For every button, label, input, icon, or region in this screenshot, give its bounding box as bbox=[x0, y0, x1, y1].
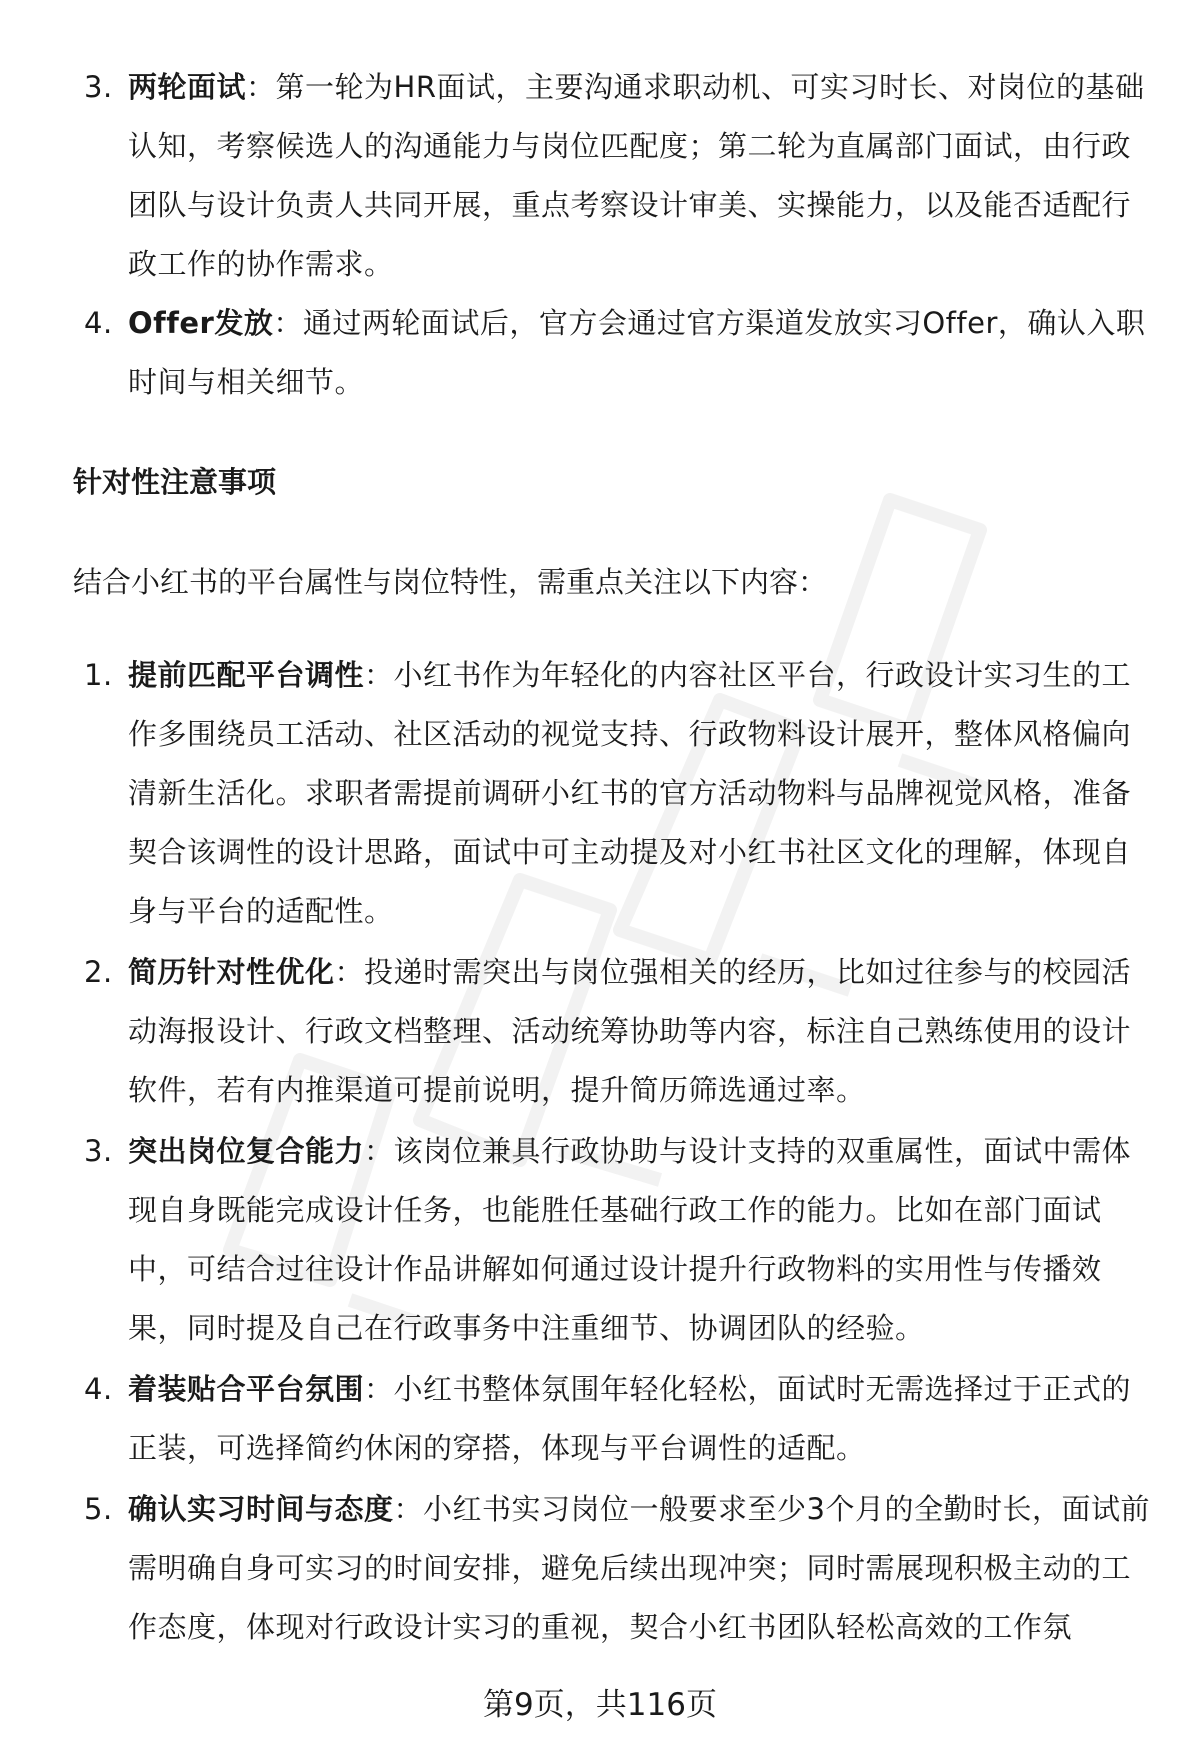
list-term: 简历针对性优化 bbox=[128, 955, 335, 989]
list-text: ：通过两轮面试后，官方会通过官方渠道发放实习Offer，确认入职时间与相关细节。 bbox=[128, 306, 1146, 399]
list-text: ：小红书实习岗位一般要求至少3个月的全勤时长，面试前需明确自身可实习的时间安排，避免后续出现冲突；同时需展现积极主动的工作态度，体现对行政设计实习的重视，契合小红书团队轻松高效的工作氛 bbox=[128, 1492, 1150, 1644]
list-number: 2. bbox=[84, 955, 113, 989]
list-term: 突出岗位复合能力 bbox=[128, 1134, 365, 1168]
list-term: 两轮面试 bbox=[128, 70, 247, 104]
list-item bbox=[0, 943, 1200, 1120]
list-item bbox=[0, 294, 1200, 412]
list-text: ：小红书整体氛围年轻化轻松，面试时无需选择过于正式的正装，可选择简约休闲的穿搭，体现与平台调性的适配。 bbox=[128, 1372, 1132, 1465]
section-heading: 针对性注意事项 bbox=[73, 465, 277, 499]
list-item bbox=[0, 58, 1200, 294]
intro-paragraph: 结合小红书的平台属性与岗位特性，需重点关注以下内容： bbox=[73, 565, 828, 599]
list-text: ：小红书作为年轻化的内容社区平台，行政设计实习生的工作多围绕员工活动、社区活动的视觉支持、行政物料设计展开，整体风格偏向清新生活化。求职者需提前调研小红书的官方活动物料与品牌视觉风格，准备契合该调性的设计思路，面试中可主动提及对小红书社区文化的理解，体现自身与平台的适配性。 bbox=[128, 658, 1132, 928]
list-number: 5. bbox=[84, 1492, 113, 1526]
list-number: 1. bbox=[84, 658, 113, 692]
list-item bbox=[0, 1122, 1200, 1358]
list-number: 3. bbox=[84, 1134, 113, 1168]
notes-list bbox=[0, 646, 1200, 1657]
list-term: 着装贴合平台氛围 bbox=[128, 1372, 365, 1406]
list-term: 确认实习时间与态度 bbox=[128, 1492, 394, 1526]
list-item bbox=[0, 1480, 1200, 1657]
page-number-footer: 第9页，共116页 bbox=[483, 1687, 717, 1723]
interview-steps-list bbox=[0, 58, 1200, 412]
list-text: ：投递时需突出与岗位强相关的经历，比如过往参与的校园活动海报设计、行政文档整理、活动统筹协助等内容，标注自己熟练使用的设计软件，若有内推渠道可提前说明，提升简历筛选通过率。 bbox=[128, 955, 1132, 1107]
list-term: Offer发放 bbox=[128, 306, 274, 340]
list-number: 3. bbox=[84, 70, 113, 104]
list-item bbox=[0, 646, 1200, 941]
list-text: ：该岗位兼具行政协助与设计支持的双重属性，面试中需体现自身既能完成设计任务，也能胜任基础行政工作的能力。比如在部门面试中，可结合过往设计作品讲解如何通过设计提升行政物料的实用性与传播效果，同时提及自己在行政事务中注重细节、协调团队的经验。 bbox=[128, 1134, 1132, 1345]
list-number: 4. bbox=[84, 306, 113, 340]
list-item bbox=[0, 1360, 1200, 1478]
list-number: 4. bbox=[84, 1372, 113, 1406]
list-text: ：第一轮为HR面试，主要沟通求职动机、可实习时长、对岗位的基础认知，考察候选人的沟通能力与岗位匹配度；第二轮为直属部门面试，由行政团队与设计负责人共同开展，重点考察设计审美、实操能力，以及能否适配行政工作的协作需求。 bbox=[128, 70, 1145, 281]
list-term: 提前匹配平台调性 bbox=[128, 658, 365, 692]
